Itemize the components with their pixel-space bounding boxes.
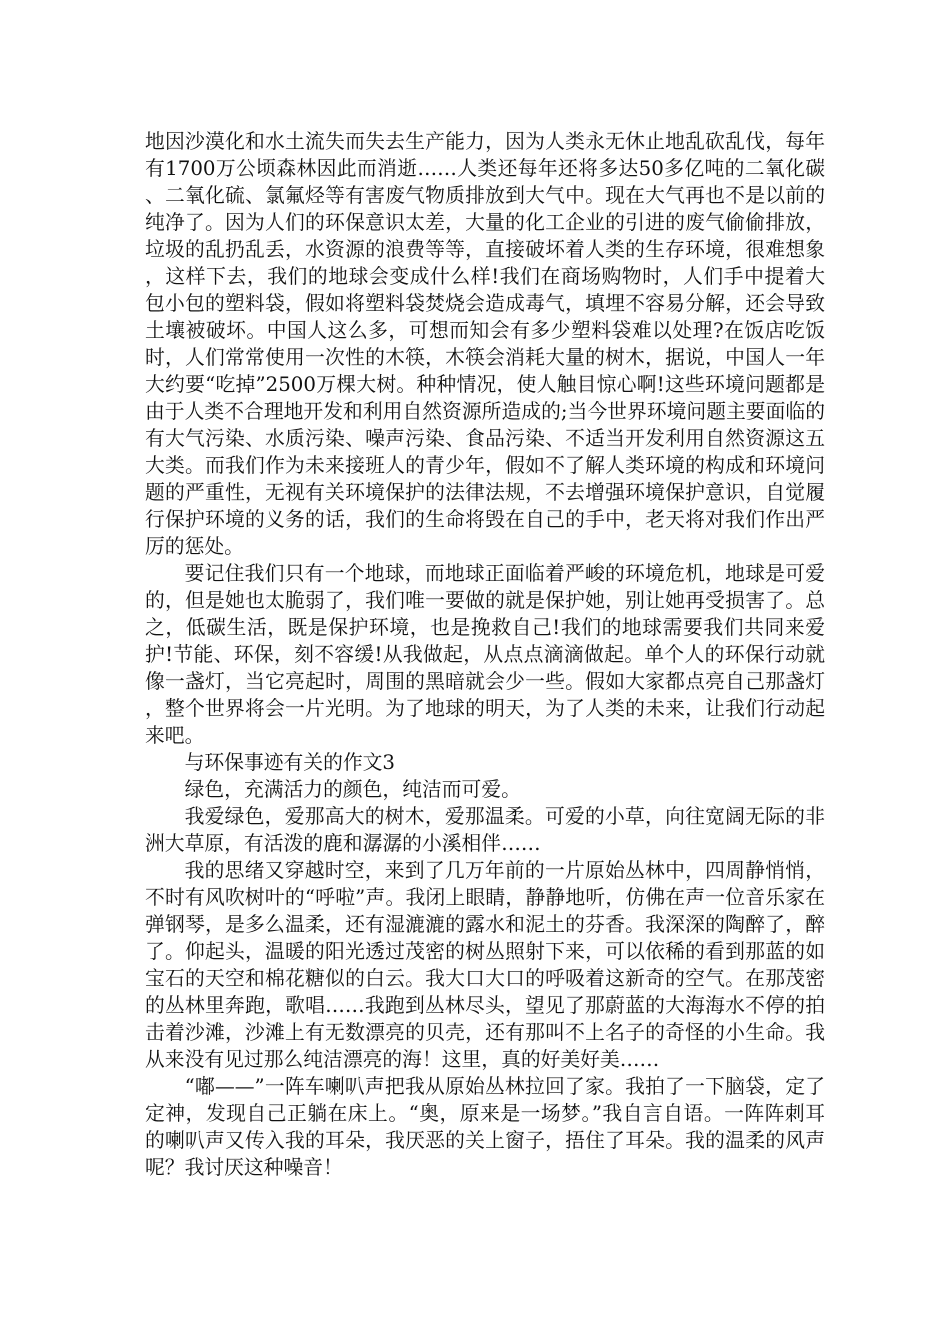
- essay-heading: 与环保事迹有关的作文3: [184, 751, 395, 774]
- paragraph-primeval-forest: 我的思绪又穿越时空，来到了几万年前的一片原始丛林中，四周静悄悄，不时有风吹树叶的“呼啦”声。我闭上眼睛，静静地听，仿佛在声一位音乐家在弹钢琴，是多么温柔，还有湿漉漉的露水和泥土的芬香。我深深的陶醉了，醉了。仰起头，温暖的阳光透过茂密的树丛照射下来，可以依稀的看到那蓝的如宝石的天空和棉花糖似的白云。我大口大口的呼吸着这新奇的空气。在那茂密的丛林里奔跑，歌唱……我跑到丛林尽头，望见了那蔚蓝的大海海水不停的拍击着沙滩，沙滩上有无数漂亮的贝壳，还有那叫不上名子的奇怪的小生命。我从来没有见过那么纯洁漂亮的海！这里，真的好美好美……: [145, 859, 825, 1071]
- paragraph-environment-problems: 地因沙漠化和水土流失而失去生产能力，因为人类永无休止地乱砍乱伐，每年有1700万公顷森林因此而消逝……人类还每年还将多达50多亿吨的二氧化碳、二氧化硫、氯氟烃等有害废气物质排放到大气中。现在大气再也不是以前的纯净了。因为人们的环保意识太差，大量的化工企业的引进的废气偷偷排放，垃圾的乱扔乱丢，水资源的浪费等等，直接破坏着人类的生存环境，很难想象，这样下去，我们的地球会变成什么样!我们在商场购物时，人们手中提着大包小包的塑料袋，假如将塑料袋焚烧会造成毒气，填埋不容易分解，还会导致土壤被破坏。中国人这么多，可想而知会有多少塑料袋难以处理?在饭店吃饭时，人们常常使用一次性的木筷，木筷会消耗大量的树木，据说，中国人一年大约要“吃掉”2500万棵大树。种种情况，使人触目惊心啊!这些环境问题都是由于人类不合理地开发和利用自然资源所造成的;当今世界环境问题主要面临的有大气污染、水质污染、噪声污染、食品污染、不适当开发利用自然资源这五大类。而我们作为未来接班人的青少年，假如不了解人类环境的构成和环境问题的严重性，无视有关环境保护的法律法规，不去增强环境保护意识，自觉履行保护环境的义务的话，我们的生命将毁在自己的手中，老天将对我们作出严厉的惩处。: [145, 130, 825, 558]
- paragraph-protect-earth: 要记住我们只有一个地球，而地球正面临着严峻的环境危机，地球是可爱的，但是她也太脆弱了，我们唯一要做的就是保护她，别让她再受损害了。总之，低碳生活，既是保护环境，也是挽救自己!我们的地球需要我们共同来爱护!节能、环保，刻不容缓!从我做起，从点点滴滴做起。单个人的环保行动就像一盏灯，当它亮起时，周围的黑暗就会少一些。假如大家都点亮自己那盏灯，整个世界将会一片光明。为了地球的明天，为了人类的未来，让我们行动起来吧。: [145, 562, 825, 747]
- paragraph-green-color: 绿色，充满活力的颜色，纯洁而可爱。: [184, 778, 521, 801]
- paragraph-wake-up: “嘟——”一阵车喇叭声把我从原始丛林拉回了家。我拍了一下脑袋，定了定神，发现自己正躺在床上。“奥，原来是一场梦。”我自言自语。一阵阵刺耳的喇叭声又传入我的耳朵，我厌恶的关上窗子，捂住了耳朵。我的温柔的风声呢？我讨厌这种噪音！: [145, 1075, 825, 1179]
- paragraph-love-green: 我爱绿色，爱那高大的树木，爱那温柔。可爱的小草，向往宽阔无际的非洲大草原，有活泼的鹿和潺潺的小溪相伴……: [145, 805, 825, 855]
- document-page: [145, 128, 825, 1181]
